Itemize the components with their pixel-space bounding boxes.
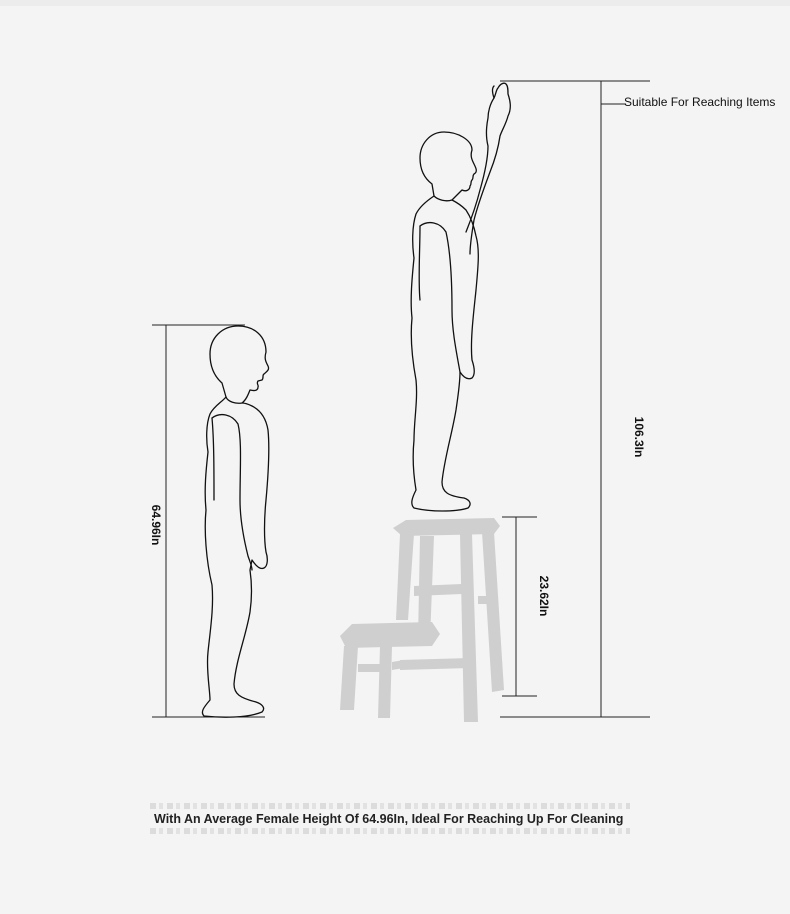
right-person-back-line <box>419 226 420 300</box>
stool-height-label: 23.62In <box>537 575 551 617</box>
caption-text: With An Average Female Height Of 64.96In, Ideal For Reaching Up For Cleaning <box>154 812 624 826</box>
stool-lower-step <box>340 622 440 648</box>
caption-smudge-bottom <box>150 828 630 834</box>
female-height-label: 64.96In <box>149 504 163 546</box>
total-height-label: 106.3In <box>632 416 646 458</box>
reach-label: Suitable For Reaching Items <box>624 95 776 109</box>
stool-step-rail <box>358 664 380 672</box>
stool-rail-lower <box>400 658 470 670</box>
stool-rail-side <box>478 596 492 604</box>
caption-smudge-top <box>150 803 630 809</box>
top-edge <box>0 0 790 6</box>
stool-rail-upper <box>414 584 462 596</box>
stool-step-leg-back <box>378 646 392 718</box>
